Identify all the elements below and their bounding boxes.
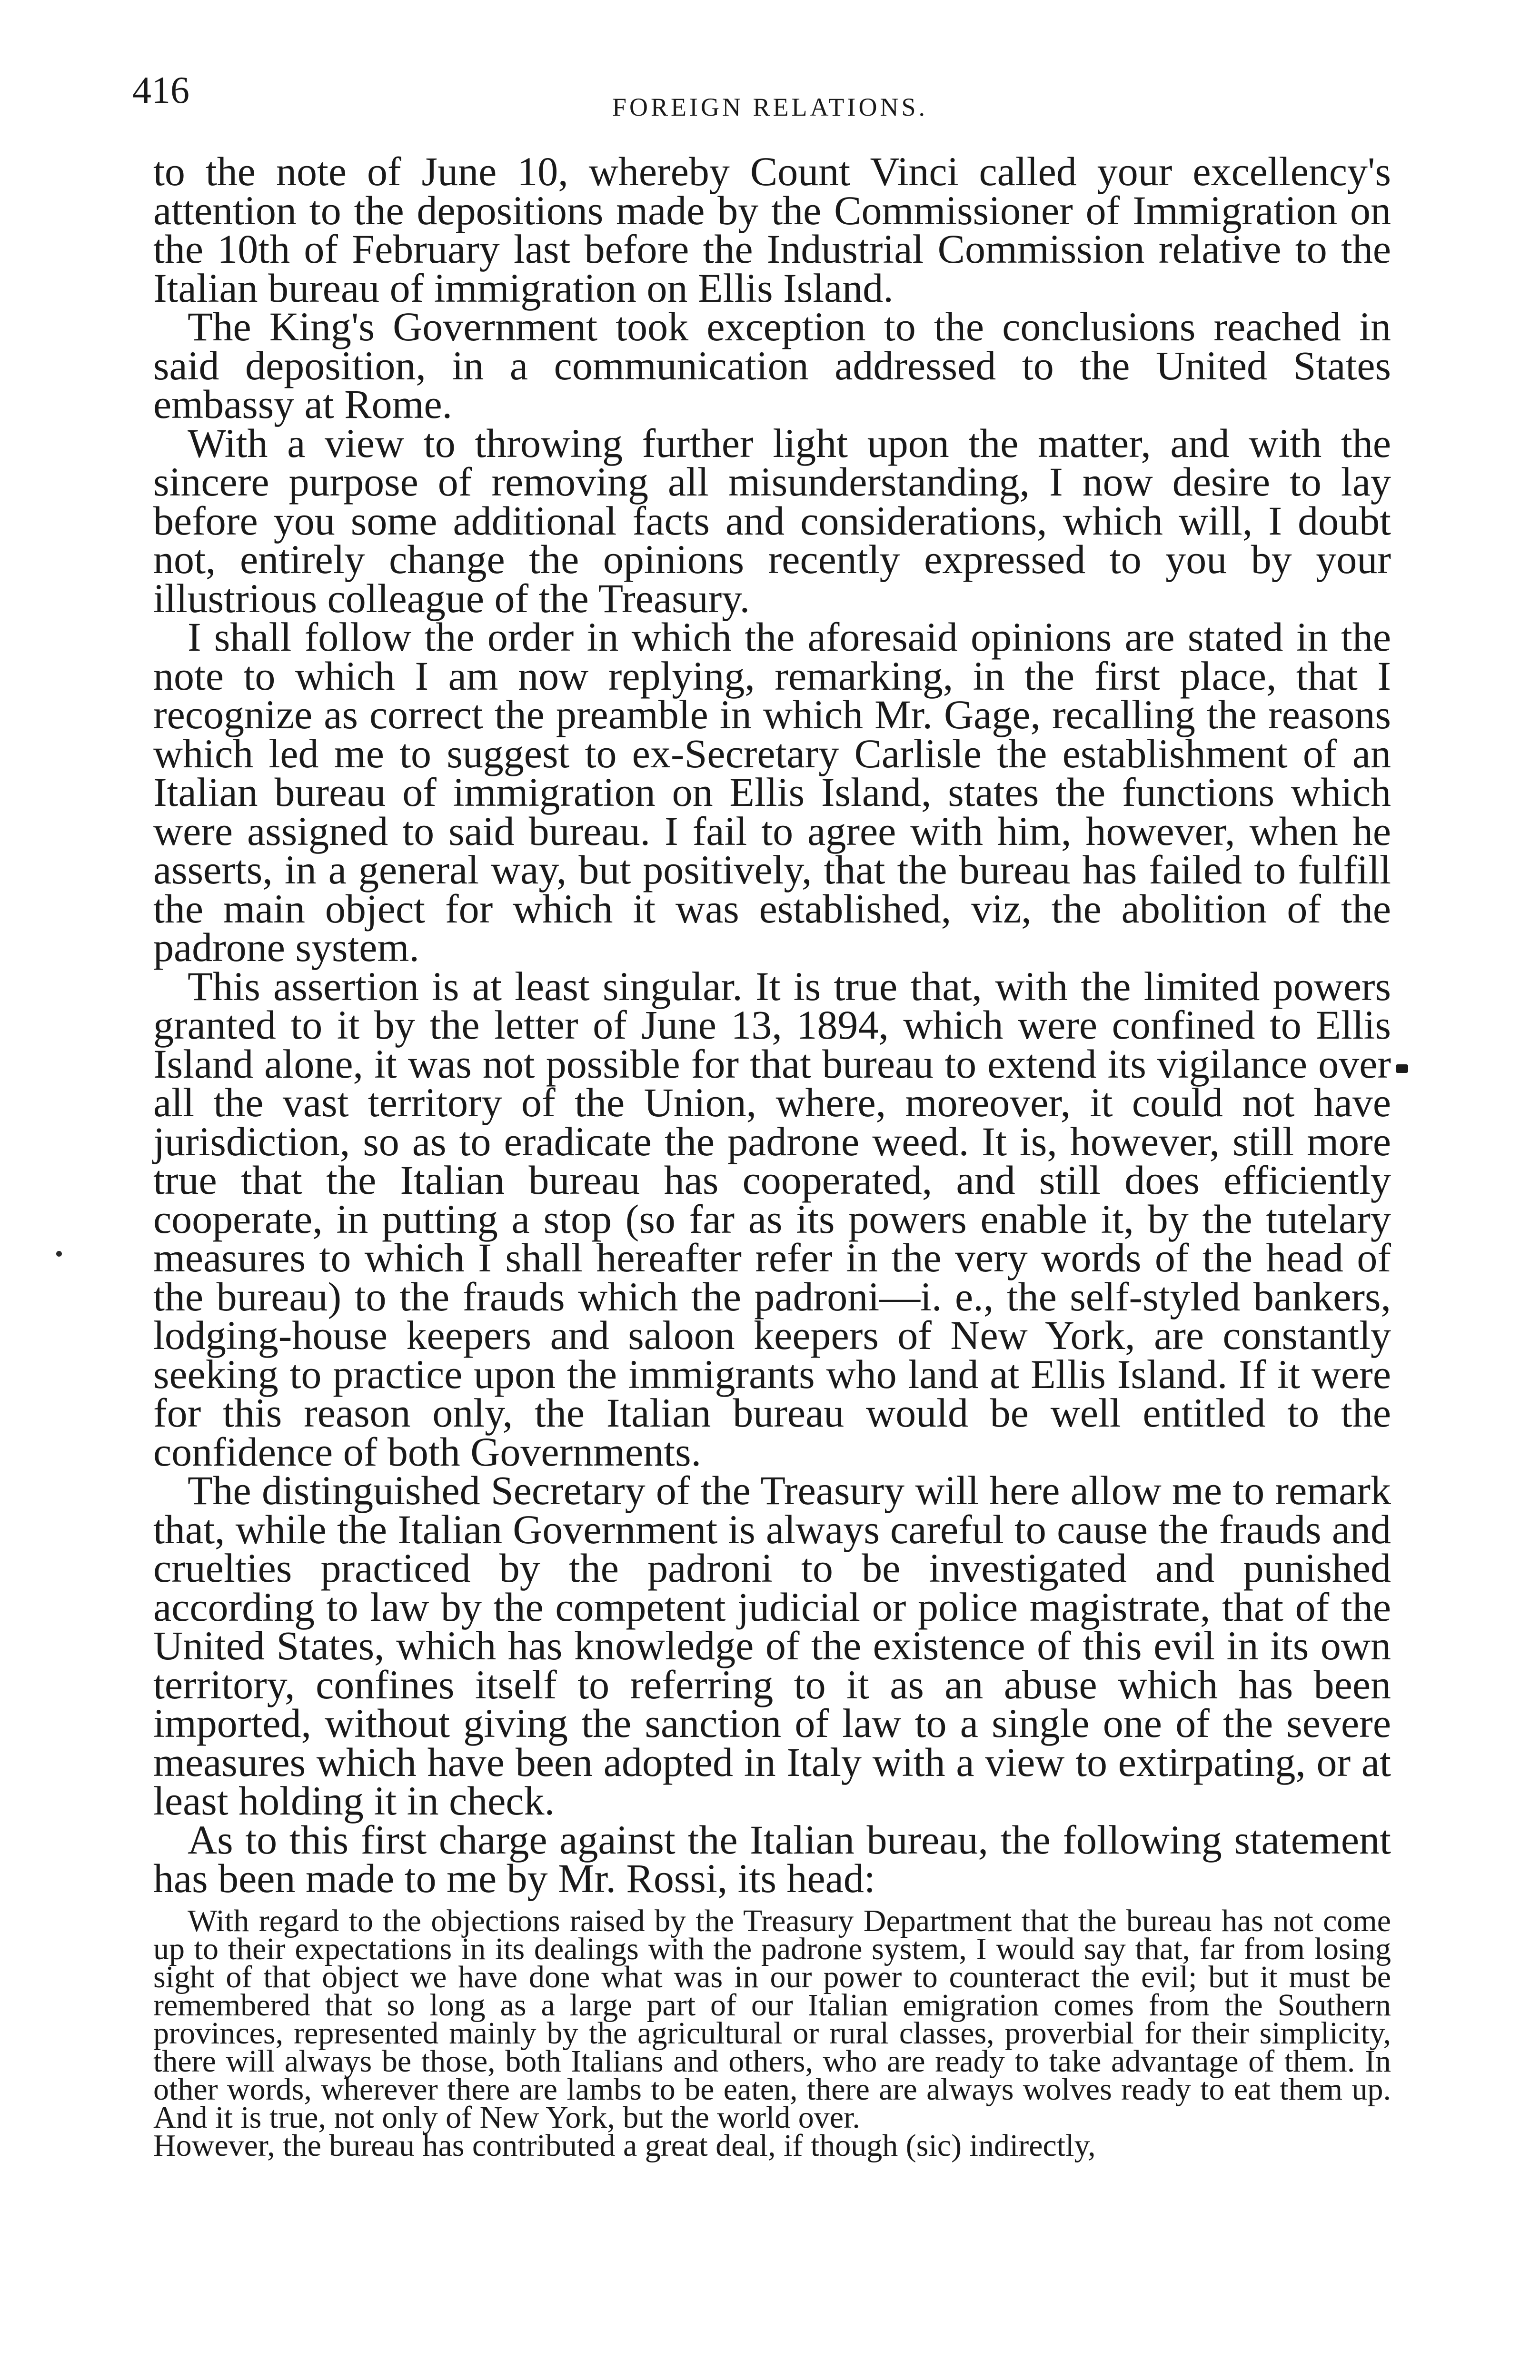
paragraph: As to this first charge against the Italian bureau, the following statement has been made to me by Mr. Rossi, its head: [153,1816,1391,1901]
block-quote: With regard to the objections raised by the Treasury Department that the bureau has not come up to their expectations in its dealings with the padrone system, I would say that, far from losing sight of that object we have done what was in our power to counteract the evil; but it must be remembered that so long as a large part of our Italian emigration comes from the Southern provinces, represented mainly by the agricultural or rural classes, proverbial for their simplicity, there will always be those, both Italians and others, who are ready to take advantage of them. In other words, wherever there are lambs to be eaten, there are always wolves ready to eat them up. And it is true, not only of New York, but the world over. [153,1903,1391,2135]
page-number: 416 [132,69,189,111]
paragraph: This assertion is at least singular. It is true that, with the limited powers granted to it by the letter of June 13, 1894, which were confined to Ellis Island alone, it was not possible for that bureau to extend its vigilance over all the vast territory of the Union, where, moreover, it could not have jurisdiction, so as to eradicate the padrone weed. It is, however, still more true that the Italian bureau has cooperated, and still does efficiently cooperate, in putting a stop (so far as its powers enable it, by the tutelary measures to which I shall hereafter refer in the very words of the head of the bureau) to the frauds which the padroni—i. e., the self-styled bankers, lodging-house keepers and saloon keepers of New York, are constantly seeking to practice upon the immigrants who land at Ellis Island. If it were for this reason only, the Italian bureau would be well entitled to the confidence of both Governments. [153,963,1391,1475]
running-title: FOREIGN RELATIONS. [612,93,928,121]
paragraph: The distinguished Secretary of the Treasury will here allow me to remark that, while the Italian Government is always careful to cause the frauds and cruelties practiced by the padroni to be investigated and punished according to law by the competent judicial or police magistrate, that of the United States, which has knowledge of the existence of this evil in its own territory, confines itself to referring to it as an abuse which has been imported, without giving the sanction of law to a single one of the severe measures which have been adopted in Italy with a view to extirpating, or at least holding it in check. [153,1468,1391,1824]
scan-speck [1396,1064,1408,1073]
block-quote-continued: However, the bureau has contributed a great deal, if though (sic) indirectly, [153,2128,1096,2163]
paragraph: The King's Government took exception to the conclusions reached in said deposition, in a communication addressed to the United States embassy at Rome. [153,304,1391,427]
paragraph: I shall follow the order in which the aforesaid opinions are stated in the note to which I am now replying, remarking, in the first place, that I recognize as correct the preamble in which Mr. Gage, recalling the reasons which led me to suggest to ex-Secretary Carlisle the establishment of an Italian bureau of immigration on Ellis Island, states the functions which were assigned to said bureau. I fail to agree with him, however, when he asserts, in a general way, but positively, that the bureau has failed to fulfill the main object for which it was established, viz, the abolition of the padrone system. [153,614,1391,970]
body-text [153,149,1391,2163]
paragraph: With a view to throwing further light upon the matter, and with the sincere purpose of removing all misunderstanding, I now desire to lay before you some additional facts and considerations, which will, I doubt not, entirely change the opinions recently expressed to you by your illustrious colleague of the Treasury. [153,420,1391,621]
scan-speck [56,1251,62,1257]
paragraph-continued: to the note of June 10, whereby Count Vinci called your excellency's attention to the depositions made by the Commissioner of Immigration on the 10th of February last before the Industrial Commission relative to the Italian bureau of immigration on Ellis Island. [153,149,1391,311]
